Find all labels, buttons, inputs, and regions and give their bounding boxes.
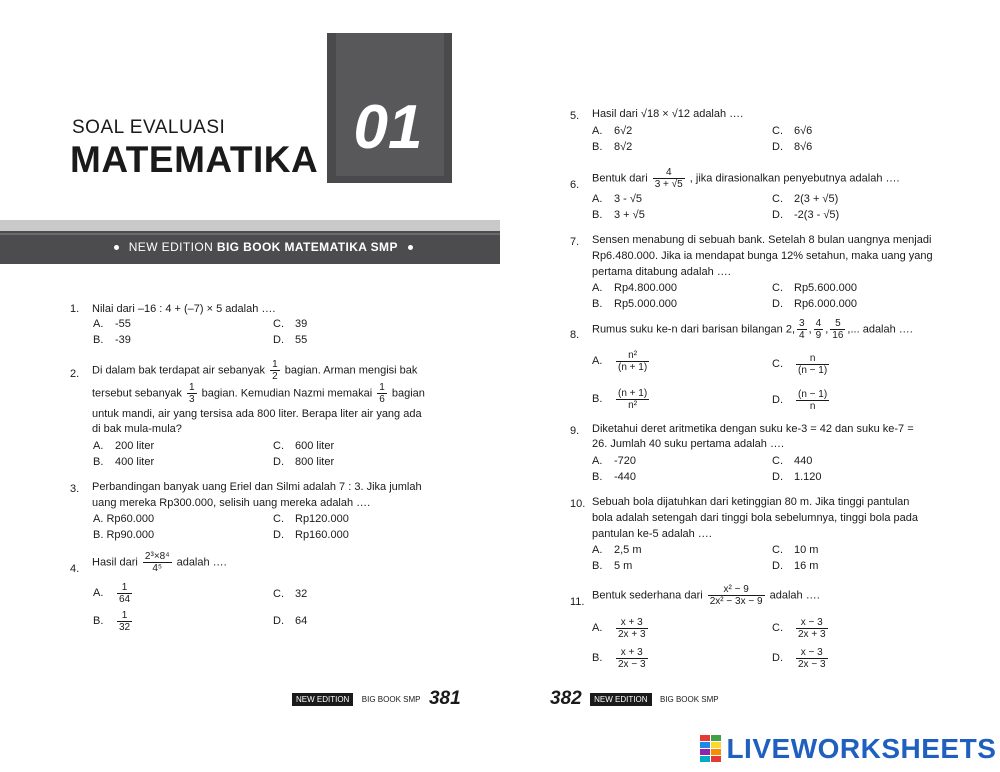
question-8 (570, 327, 590, 343)
q7-line-2: Rp6.480.000. Jika ia mendapat bunga 12% setahun, maka uang yang (592, 250, 933, 262)
question-11 (570, 594, 592, 610)
fraction (377, 382, 387, 405)
q8-option-d[interactable] (772, 389, 831, 412)
fraction (708, 584, 765, 607)
header-band-light (0, 220, 500, 231)
fraction (796, 617, 828, 640)
q3-line-2: uang mereka Rp300.000, selisih uang mereka adalah …. (92, 497, 371, 509)
option-text: 200 liter (115, 440, 155, 452)
option-text: 10 m (794, 544, 819, 556)
q9-line-2: 26. Jumlah 40 suku pertama adalah …. (592, 438, 785, 450)
fraction (117, 582, 132, 605)
q7-line-3: pertama ditabung adalah …. (592, 266, 731, 278)
q9-option-a[interactable] (592, 455, 636, 467)
denominator: 3 + √5 (654, 179, 683, 190)
option-letter: C. (273, 440, 284, 452)
q3-option-c[interactable] (273, 513, 349, 525)
footer-left (292, 688, 461, 710)
denominator: 3 (188, 394, 195, 405)
option-letter: C. (772, 282, 783, 294)
q4-option-a[interactable] (93, 582, 134, 605)
option-letter: D. (273, 615, 284, 627)
q1-option-d[interactable] (273, 334, 307, 346)
question-number: 7. (570, 236, 580, 248)
question-number: 8. (570, 329, 580, 341)
option-letter: C. (772, 622, 783, 635)
option-letter: D. (772, 141, 783, 153)
q11-option-d[interactable] (772, 647, 830, 670)
question-text: tersebut sebanyak (92, 387, 182, 400)
q7-option-b[interactable] (592, 298, 677, 310)
option-text: 3 - √5 (614, 193, 643, 205)
option-letter: A. (592, 282, 603, 294)
option-letter: C. (772, 193, 783, 205)
option-text: Rp5.000.000 (614, 298, 677, 310)
option-letter: B. (592, 471, 603, 483)
numerator: 1 (272, 359, 278, 370)
option-letter: C. (772, 358, 783, 371)
fraction (117, 610, 132, 633)
section-title: MATEMATIKA (70, 139, 319, 180)
question-number: 10. (570, 498, 586, 510)
option-text: Rp120.000 (295, 513, 349, 525)
option-letter: D. (772, 209, 783, 221)
denominator: 32 (119, 622, 131, 633)
option-text: 600 liter (295, 440, 335, 452)
option-text: Rp5.600.000 (794, 282, 857, 294)
denominator: 2x − 3 (798, 659, 826, 670)
q10-line-3: pantulan ke-5 adalah …. (592, 528, 712, 540)
option-letter: B. (592, 393, 603, 406)
denominator: 2x − 3 (618, 659, 646, 670)
q10-option-a[interactable] (592, 544, 642, 556)
numerator: (n − 1) (798, 389, 828, 400)
question-text: adalah …. (769, 589, 820, 602)
question-text: Bentuk dari (592, 172, 648, 185)
option-letter: D. (273, 529, 284, 541)
q2-option-d[interactable] (273, 456, 334, 468)
fraction (187, 382, 197, 405)
option-letter: A. (93, 587, 104, 600)
fraction (616, 350, 649, 373)
bullet-dot (408, 245, 413, 250)
denominator: (n − 1) (798, 365, 828, 376)
footer-right (550, 688, 723, 710)
numerator: (n + 1) (618, 388, 648, 399)
right-page (500, 0, 1000, 772)
option-text: -720 (614, 455, 637, 467)
q4-option-d[interactable] (273, 615, 307, 627)
option-text: 440 (794, 455, 813, 467)
question-number: 1. (70, 303, 80, 315)
q11-option-a[interactable] (592, 617, 650, 640)
fraction (616, 617, 648, 640)
numerator: 1 (117, 610, 132, 622)
q4-stem (92, 551, 227, 574)
q9-line-1: Diketahui deret aritmetika dengan suku ke-3 = 42 dan suku ke-7 = (592, 423, 914, 435)
q10-option-b[interactable] (592, 560, 632, 572)
question-text: Hasil dari (92, 556, 138, 569)
option-text: Rp6.000.000 (794, 298, 857, 310)
question-text: bagian. Arman mengisi bak (284, 364, 418, 377)
liveworksheets-logo[interactable] (700, 733, 996, 763)
edition-banner (108, 240, 419, 254)
option-letter: B. (592, 560, 603, 572)
option-text: 55 (295, 334, 308, 346)
question-text: Rumus suku ke-n dari barisan bilangan (592, 323, 783, 336)
q6-option-b[interactable] (592, 209, 645, 221)
question-text: Hasil dari (592, 108, 638, 120)
option-text: 800 liter (295, 456, 335, 468)
option-letter: A. (592, 355, 603, 368)
footer-badge: NEW EDITION (590, 693, 651, 706)
option-text: 32 (295, 588, 308, 600)
q8-option-a[interactable] (592, 350, 651, 373)
denominator: 2x + 3 (618, 629, 646, 640)
option-text: 39 (295, 318, 308, 330)
q10-option-c[interactable] (772, 544, 818, 556)
q1-option-b[interactable] (93, 334, 131, 346)
q3-option-a[interactable]: A. Rp60.000 (93, 513, 155, 525)
q3-line-1: Perbandingan banyak uang Eriel dan Silmi adalah 7 : 3. Jika jumlah (92, 481, 422, 493)
question-text: Nilai dari –16 : 4 + (–7) × 5 adalah …. (92, 303, 276, 315)
option-letter: B. (592, 298, 603, 310)
question-text: adalah …. (693, 108, 744, 120)
numerator: n² (616, 350, 649, 362)
q7-option-c[interactable] (772, 282, 857, 294)
q8-option-c[interactable] (772, 353, 831, 376)
q6-option-d[interactable] (772, 209, 839, 221)
page-number: 382 (550, 688, 582, 709)
question-7 (570, 234, 590, 250)
option-text: Rp4.800.000 (614, 282, 677, 294)
footer-text: BIG BOOK SMP (659, 694, 719, 704)
q10-line-2: bola adalah setengah dari tinggi bola sebelumnya, tinggi bola pada (592, 512, 918, 524)
fraction (814, 318, 824, 341)
option-text: -55 (115, 318, 131, 330)
sequence-term: 2, (785, 323, 796, 336)
option-letter: D. (772, 471, 783, 483)
fraction (830, 318, 845, 341)
question-number: 11. (570, 596, 585, 608)
option-letter: B. (592, 141, 603, 153)
numerator: 2³×8⁴ (144, 551, 170, 562)
option-text: 2,5 m (614, 544, 642, 556)
numerator: x − 3 (796, 617, 828, 629)
q2-line-2 (92, 382, 425, 405)
q2-option-c[interactable] (273, 440, 334, 452)
question-number: 2. (70, 368, 80, 380)
q7-option-d[interactable] (772, 298, 857, 310)
q9-option-d[interactable] (772, 471, 822, 483)
option-letter: C. (273, 588, 284, 600)
option-letter: B. (93, 334, 104, 346)
q5-option-a[interactable] (592, 125, 632, 137)
q4-option-b[interactable] (93, 610, 134, 633)
q6-option-a[interactable] (592, 193, 642, 205)
denominator: 2x² − 3x − 9 (709, 596, 763, 607)
option-text: -39 (115, 334, 131, 346)
option-letter: C. (273, 318, 284, 330)
numerator: n (796, 353, 829, 365)
q9-option-b[interactable] (592, 471, 636, 483)
option-letter: A. (592, 193, 603, 205)
numerator: 5 (830, 318, 845, 330)
q1-option-a[interactable] (93, 318, 131, 330)
numerator: x² − 9 (708, 584, 765, 596)
q7-line-1: Sensen menabung di sebuah bank. Setelah 8 bulan uangnya menjadi (592, 234, 932, 246)
denominator: 64 (119, 594, 131, 605)
option-text: 8√6 (794, 141, 813, 153)
question-text: adalah …. (862, 323, 913, 336)
option-letter: D. (772, 394, 783, 407)
option-text: 6√6 (794, 125, 813, 137)
option-letter: A. (93, 318, 104, 330)
q8-option-b[interactable] (592, 388, 651, 411)
option-letter: C. (273, 513, 284, 525)
q2-line-4: di bak mula-mula? (92, 423, 182, 435)
q11-option-b[interactable] (592, 647, 650, 670)
option-text: 3 + √5 (614, 209, 645, 221)
footer-badge: NEW EDITION (292, 693, 353, 706)
section-subtitle: SOAL EVALUASI (72, 117, 226, 138)
fraction (616, 647, 648, 670)
denominator: (n + 1) (618, 362, 648, 373)
numerator: 4 (653, 167, 685, 179)
fraction (796, 353, 829, 376)
numerator: 3 (799, 318, 805, 329)
q2-option-b[interactable] (93, 456, 154, 468)
q3-option-d[interactable] (273, 529, 349, 541)
q10-line-1: Sebuah bola dijatuhkan dari ketinggian 80 m. Jika tinggi pantulan (592, 496, 910, 508)
question-text: Di dalam bak terdapat air sebanyak (92, 364, 266, 377)
fraction (270, 359, 280, 382)
denominator: 4 (799, 330, 805, 341)
option-letter: A. (592, 544, 603, 556)
q11-option-c[interactable] (772, 617, 830, 640)
option-letter: A. (592, 622, 603, 635)
bullet-dot (114, 245, 119, 250)
option-text: -440 (614, 471, 637, 483)
option-letter: B. (93, 456, 104, 468)
q8-stem: Rumus suku ke-n dari barisan bilangan 2, $\frac{3}{4}$ , $\frac{4}{9}$ , $\frac{5}{16}$ ,... adalah …. (592, 318, 913, 341)
edition-banner-prefix: NEW EDITION (128, 240, 214, 254)
fraction (616, 388, 649, 411)
option-letter: D. (273, 334, 284, 346)
option-text: 8√2 (614, 141, 633, 153)
chapter-number: 01 (353, 93, 423, 162)
option-text: 16 m (794, 560, 819, 572)
option-letter: D. (772, 560, 783, 572)
numerator: x + 3 (616, 617, 648, 629)
option-letter: D. (273, 456, 284, 468)
fraction (653, 167, 685, 190)
option-text: 1.120 (794, 471, 822, 483)
q5-stem (592, 108, 743, 120)
numerator: 4 (815, 318, 822, 329)
q5-option-c[interactable] (772, 125, 812, 137)
question-10 (570, 496, 592, 512)
question-number: 3. (70, 483, 80, 495)
option-text: 2(3 + √5) (794, 193, 839, 205)
q2-line-3: untuk mandi, air yang tersisa ada 800 liter. Berapa liter air yang ada (92, 408, 422, 420)
option-text: 5 m (614, 560, 633, 572)
q5-option-b[interactable] (592, 141, 632, 153)
option-letter: A. (592, 455, 603, 467)
liveworksheets-logo-icon (700, 735, 722, 763)
fraction (797, 318, 807, 341)
question-text: Bentuk sederhana dari (592, 589, 703, 602)
q2-line-1 (92, 359, 417, 382)
q7-option-a[interactable] (592, 282, 677, 294)
option-letter: C. (772, 125, 783, 137)
question-text: bagian. Kemudian Nazmi memakai (201, 387, 373, 400)
sequence-ellipsis: ,... (847, 323, 860, 336)
denominator: 9 (815, 330, 822, 341)
option-letter: C. (772, 544, 783, 556)
question-text: adalah …. (176, 556, 227, 569)
edition-banner-title: BIG BOOK MATEMATIKA SMP (216, 240, 398, 254)
denominator: 6 (379, 394, 385, 405)
numerator: x − 3 (796, 647, 828, 659)
q5-option-d[interactable] (772, 141, 812, 153)
question-text: , jika dirasionalkan penyebutnya adalah …. (689, 172, 900, 185)
option-letter: B. (592, 652, 603, 665)
page-number: 381 (428, 688, 461, 709)
numerator: 1 (117, 582, 132, 594)
header-band-stripe (0, 233, 500, 235)
q6-stem (592, 167, 900, 190)
liveworksheets-logo-text: LIVEWORKSHEETS (726, 733, 997, 764)
math-expression: √18 × √12 (640, 108, 691, 120)
question-5 (570, 108, 590, 124)
numerator: 1 (379, 382, 385, 393)
q6-option-c[interactable] (772, 193, 838, 205)
denominator: n (809, 401, 816, 412)
q4-option-c[interactable] (273, 588, 307, 600)
question-number: 4. (70, 563, 80, 575)
denominator: 2 (272, 371, 278, 382)
q2-option-a[interactable] (93, 440, 154, 452)
question-number: 6. (570, 179, 580, 191)
q1-option-c[interactable] (273, 318, 307, 330)
option-text: 400 liter (115, 456, 155, 468)
question-text: bagian (391, 387, 425, 400)
question-6 (570, 177, 590, 193)
option-letter: D. (772, 298, 783, 310)
option-letter: C. (772, 455, 783, 467)
option-text: 64 (295, 615, 308, 627)
fraction (796, 389, 829, 412)
question-9 (570, 423, 590, 439)
option-text: -2(3 - √5) (794, 209, 840, 221)
numerator: 1 (188, 382, 195, 393)
option-letter: D. (772, 652, 783, 665)
question-number: 9. (570, 425, 580, 437)
option-letter: B. (93, 615, 104, 628)
denominator: n² (628, 400, 638, 411)
q10-option-d[interactable] (772, 560, 818, 572)
question-number: 5. (570, 110, 580, 122)
q11-stem (592, 584, 820, 607)
denominator: 4⁵ (152, 563, 163, 574)
fraction (143, 551, 172, 574)
option-letter: B. (592, 209, 603, 221)
option-text: 6√2 (614, 125, 633, 137)
footer-text: BIG BOOK SMP (361, 694, 421, 704)
q9-option-c[interactable] (772, 455, 812, 467)
fraction (796, 647, 828, 670)
option-text: Rp160.000 (295, 529, 349, 541)
q3-option-b[interactable]: B. Rp90.000 (93, 529, 155, 541)
option-letter: A. (93, 440, 104, 452)
numerator: x + 3 (616, 647, 648, 659)
denominator: 2x + 3 (798, 629, 826, 640)
denominator: 16 (832, 330, 844, 341)
option-letter: A. (592, 125, 603, 137)
